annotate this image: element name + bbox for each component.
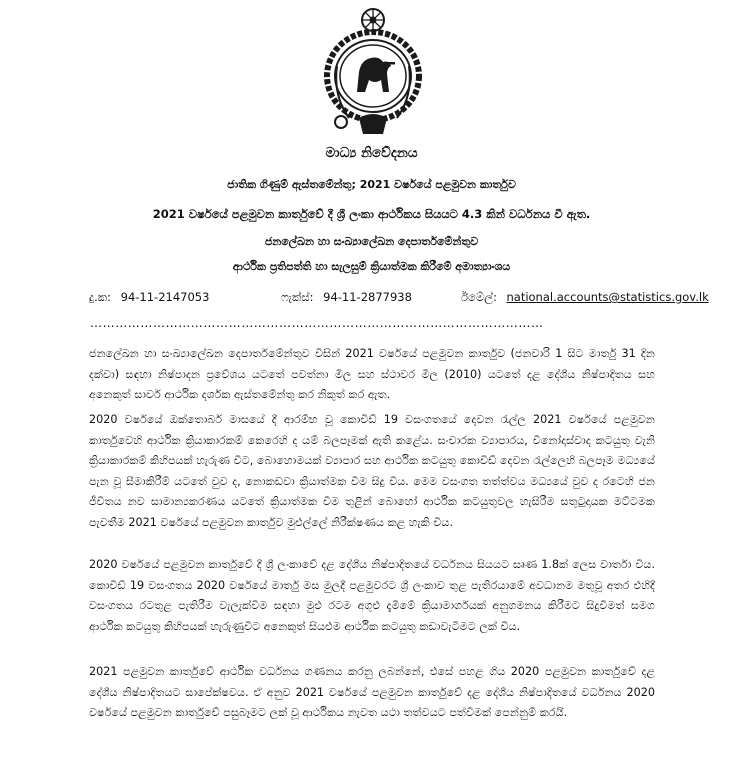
paragraph-1: ජනලේඛන හා සංඛ්‍යාලේඛන දෙපාර්තමේන්තුව විසින් 2021 වර්ෂයේ පළමුවන කාර්තුව (ජනවාරි 1 සිට මාර්තු 31 දින දක්වා) සඳහා නිෂ්පාදන ප්‍රවේශය යටතේ පවත්නා මිල සහ ස්ථාවර මිල (2010) යටතේ දළ දේශීය නිෂ්පාදිතය සහ අනෙකුත් සාර්ව ආර්ථික දර්ශක ඇස්තමේන්තු කර නිකුත් කර ඇත. [89, 347, 655, 401]
email-contact [461, 290, 709, 305]
sri-lanka-national-emblem-icon [319, 6, 427, 139]
page-title: මාධ්‍ය නිවේදනය [325, 145, 418, 161]
headline-growth: 2021 වර්ෂයේ පළමුවන කාර්තුවේ දී ශ්‍රී ලංකා ආර්ථිකය සියයට 4.3 කින් වර්ධනය වී ඇත. [152, 207, 591, 221]
fax-contact [281, 290, 412, 305]
subtitle-national-accounts: ජාතික ගිණුම් ඇස්තමේන්තු; 2021 වර්ෂයේ පළමුවන කාර්තුව [227, 178, 516, 191]
fax-label: ෆැක්ස්: [281, 290, 314, 304]
paragraph-4: 2021 පළමුවන කාර්තුවේ ආර්ථික වර්ධනය ගණනය කරනු ලබන්නේ, එසේ පහළ ගිය 2020 පළමුවන කාර්තුවේ දළ දේශීය නිෂ්පාදිතයට සාපේක්ෂවය. ඒ අනුව 2021 වර්ෂයේ පළමුවන කාර්තුවේ දළ දේශීය නිෂ්පාදිතයේ වර්ධනය 2020 වර්ෂයේ පළමුවන කාර්තුවේ පසුබෑමට ලක් වූ ආර්ථිකය නැවත යථා තත්වයට පත්වීමක් පෙන්නුම් කරයි. [89, 665, 655, 719]
email-label: ඊමේල්: [461, 290, 497, 304]
email-link[interactable]: national.accounts@statistics.gov.lk [506, 290, 709, 304]
ministry-name: ආර්ථික ප්‍රතිපත්ති හා සැලසුම් ක්‍රියාත්මක කිරීමේ අමාත්‍යාංශය [232, 260, 511, 273]
paragraph-3: 2020 වර්ෂයේ පළමුවන කාර්තුවේ දී ශ්‍රී ලංකාවේ දළ දේශීය නිෂ්පාදිතයේ වර්ධනය සියයට සෘණ 1.8ක් ලෙස වාර්තා විය. කොවිඩ් 19 වසංගතය 2020 වර්ෂයේ මාර්තු මස මුලදී පළමුවරට ශ්‍රී ලංකාව තුළ පැතිරයාමේ අවධානම මතුවූ අතර එහිදී වසංගතය රටතුළ පැතිරීම වැලැක්වීම සඳහා මුළු රටම අගුළු දැමීමේ ක්‍රියාමාර්ගයක් අනුගමනය කිරීමට සිදුවීමත් සමග ආර්ථික කටයුතු කිහිපයක් හැරුණුවිට අනෙකුත් සියළුම ආර්ථික කටයුතු කඩාවැටීමට ලක් විය. [89, 558, 655, 633]
phone-contact [89, 290, 209, 305]
paragraph-2: 2020 වර්ෂයේ ඔක්තොබර් මාසයේ දී ආරම්භ වූ කොවිඩ් 19 වසංගතයේ දෙවන රැල්ල 2021 වර්ෂයේ පළමුවන කාර්තුවෙහි ආර්ථික ක්‍රියාකාරකම් කෙරෙහි ද යම් බලපෑමක් ඇති කළේය. සංචාරක ව්‍යාපාරය, විනෝදාස්වාද කටයුතු වැනි ක්‍රියාකාරකම් කිහිපයක් හැරුණ විට, බොහොමයක් ව්‍යාපාර සහ ආර්ථික කටයුතු කොවිඩ් දෙවන රැල්ලෙහි බලපෑම මධ්‍යයේ පැන වූ සීමාකිරීම් යටතේ වුව ද, නොකඩවා ක්‍රියාත්මක වීම සිදු විය. මෙම වසංගත තත්ත්වය මධ්‍යයේ වුව ද රටෙහි ජන ජීවිතය නව සාමාන්‍යකරණය යටතේ ක්‍රියාත්මක වීම තුළින් බොහෝ ආර්ථික කටයුතුවල හැසිරීම සතුටුදායක මට්ටමක පැවතීම 2021 වර්ෂයේ පළමුවන කාර්තුව මුළුල්ලේ නිරීක්ෂණය කළ හැකි විය. [89, 413, 655, 529]
phone-value: 94-11-2147053 [120, 290, 210, 304]
dotted-separator: ……………………………………………………………………………………………… [90, 316, 544, 330]
department-name: ජනලේඛන හා සංඛ්‍යාලේඛන දෙපාර්තමේන්තුව [264, 235, 479, 248]
fax-value: 94-11-2877938 [323, 290, 412, 304]
phone-label: දු.ක: [89, 290, 111, 304]
